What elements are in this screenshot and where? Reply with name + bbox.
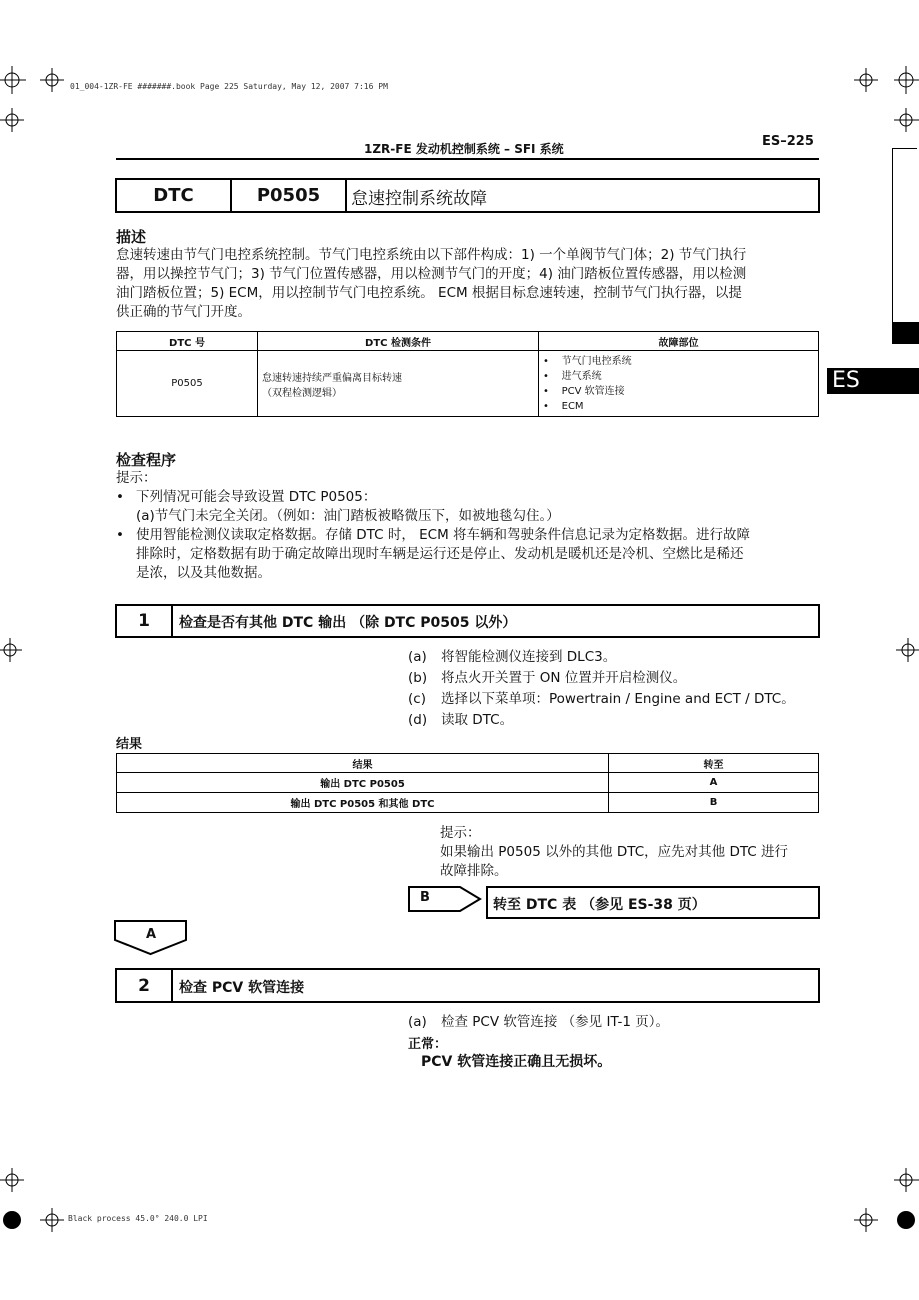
registration-mark-icon (854, 1208, 878, 1232)
hint-line: 故障排除。 (440, 863, 508, 879)
running-header-title: 1ZR-FE 发动机控制系统 – SFI 系统 (364, 142, 564, 156)
registration-mark-icon (0, 638, 22, 662)
dtc-label: DTC (117, 180, 232, 211)
detection-condition-cell (258, 351, 539, 417)
substep-label: (b) (408, 670, 428, 686)
trouble-area-text: 节气门电控系统 (561, 355, 632, 367)
inspection-bullets (116, 488, 821, 583)
hint-line: 是浓，以及其他数据。 (136, 565, 271, 581)
trouble-area-item (543, 384, 814, 399)
condition-line: （双程检测逻辑） (262, 387, 342, 399)
registration-mark-icon (894, 108, 919, 132)
bullet-icon: • (543, 400, 549, 412)
print-header: 01_004-1ZR-FE #######.book Page 225 Saturday, May 12, 2007 7:16 PM (70, 82, 388, 91)
inspection-heading: 检查程序 (116, 451, 177, 469)
hint-bullet (116, 526, 821, 583)
step1-title: 检查是否有其他 DTC 输出 （除 DTC P0505 以外） (179, 615, 517, 631)
print-footer: Black process 45.0° 240.0 LPI (68, 1214, 208, 1223)
result-cell: 输出 DTC P0505 和其他 DTC (117, 793, 609, 813)
step1-header (115, 604, 820, 638)
substep-label: (d) (408, 712, 428, 728)
normal-text: PCV 软管连接正确且无损坏。 (421, 1054, 612, 1070)
substep-text: 将点火开关置于 ON 位置并开启检测仪。 (441, 670, 687, 686)
registration-mark-icon (40, 1208, 64, 1232)
result-table-header: 转至 (609, 754, 819, 773)
inspection-hint-label: 提示： (116, 470, 157, 486)
registration-mark-icon (854, 68, 878, 92)
description-heading: 描述 (116, 228, 147, 246)
registration-mark-icon (0, 66, 26, 94)
substep (408, 711, 828, 730)
registration-mark-icon (894, 66, 919, 94)
branch-a-label: A (146, 927, 157, 942)
step1-hint-text (440, 843, 825, 881)
condition-line: 怠速转速持续严重偏离目标转速 (262, 372, 402, 384)
trouble-area-text: 进气系统 (561, 370, 602, 382)
description-text (116, 246, 821, 322)
bullet-icon: • (116, 489, 124, 505)
branch-b-box (486, 886, 820, 919)
step1-substeps (408, 648, 828, 730)
normal-label: 正常： (408, 1037, 448, 1052)
hint-bullet-text (136, 526, 750, 583)
registration-mark-icon (896, 638, 919, 662)
description-line: 器，用以操控节气门；3) 节气门位置传感器，用以检测节气门的开度；4) 油门踏板位置传感器，用以检测 (116, 266, 747, 282)
substep-text: 读取 DTC。 (441, 712, 514, 728)
substep-label: (a) (408, 1014, 427, 1030)
result-table (116, 753, 819, 813)
dtc-table-header: DTC 号 (117, 332, 258, 351)
registration-mark-icon (0, 1168, 24, 1192)
trouble-area-item (543, 399, 814, 414)
hint-bullet (116, 488, 821, 507)
step2-number: 2 (117, 970, 173, 1001)
result-heading: 结果 (116, 737, 143, 752)
step1-hint-label: 提示： (440, 825, 481, 841)
bullet-icon: • (543, 355, 549, 367)
dtc-table-header: DTC 检测条件 (258, 332, 539, 351)
substep-text: 检查 PCV 软管连接 （参见 IT-1 页）。 (441, 1014, 669, 1030)
trouble-area-text: PCV 软管连接 (561, 385, 625, 397)
dtc-number-cell: P0505 (117, 351, 258, 417)
description-line: 怠速转速由节气门电控系统控制。节气门电控系统由以下部件构成：1) 一个单阀节气门体；2) 节气门执行 (116, 247, 747, 263)
side-tab-frame (892, 148, 917, 323)
step2-header (115, 968, 820, 1003)
trouble-area-item (543, 369, 814, 384)
bullet-icon: • (116, 527, 124, 543)
substep-label: (c) (408, 691, 426, 707)
section-tab-es: ES (827, 368, 919, 394)
hint-bullet-text: 下列情况可能会导致设置 DTC P0505： (136, 489, 377, 505)
substep-label: (a) (408, 649, 427, 665)
bullet-icon: • (543, 385, 549, 397)
trouble-area-cell (539, 351, 819, 417)
step2-substep (408, 1013, 669, 1032)
registration-mark-icon (0, 108, 24, 132)
description-line: 供正确的节气门开度。 (116, 304, 251, 320)
trouble-area-text: ECM (561, 400, 584, 412)
bullet-icon: • (543, 370, 549, 382)
trouble-area-item (543, 354, 814, 369)
dtc-table-header: 故障部位 (539, 332, 819, 351)
goto-cell: A (609, 773, 819, 793)
substep (408, 648, 828, 667)
header-rule (116, 158, 819, 160)
dtc-code: P0505 (232, 180, 347, 211)
dtc-table (116, 331, 819, 417)
substep-text: 选择以下菜单项：Powertrain / Engine and ECT / DTC。 (441, 691, 795, 707)
page-number: ES–225 (762, 134, 814, 149)
substep (408, 690, 828, 709)
branch-b-label: B (420, 890, 430, 905)
result-cell: 输出 DTC P0505 (117, 773, 609, 793)
hint-sub-item: (a)节气门未完全关闭。（例如：油门踏板被略微压下，如被地毯勾住。） (136, 508, 560, 524)
step2-title: 检查 PCV 软管连接 (179, 980, 305, 996)
goto-cell: B (609, 793, 819, 813)
result-table-header: 结果 (117, 754, 609, 773)
hint-line: 如果输出 P0505 以外的其他 DTC，应先对其他 DTC 进行 (440, 844, 789, 860)
hint-line: 排除时，定格数据有助于确定故障出现时车辆是运行还是停止、发动机是暖机还是冷机、空燃比是稀还 (136, 546, 744, 562)
substep (408, 669, 828, 688)
description-line: 油门踏板位置；5) ECM，用以控制节气门电控系统。 ECM 根据目标怠速转速，控制节气门执行器，以提 (116, 285, 742, 301)
dtc-banner (115, 178, 820, 213)
registration-dot-icon (3, 1211, 21, 1229)
step1-number: 1 (117, 606, 173, 636)
registration-dot-icon (897, 1211, 915, 1229)
side-tab-marker (892, 322, 919, 344)
hint-line: 使用智能检测仪读取定格数据。存储 DTC 时， ECM 将车辆和驾驶条件信息记录为定格数据。进行故障 (136, 527, 751, 543)
registration-mark-icon (40, 68, 64, 92)
substep-text: 将智能检测仪连接到 DLC3。 (441, 649, 617, 665)
registration-mark-icon (894, 1168, 919, 1192)
branch-b-text: 转至 DTC 表 （参见 ES-38 页） (493, 897, 706, 913)
dtc-name: 怠速控制系统故障 (351, 189, 487, 209)
